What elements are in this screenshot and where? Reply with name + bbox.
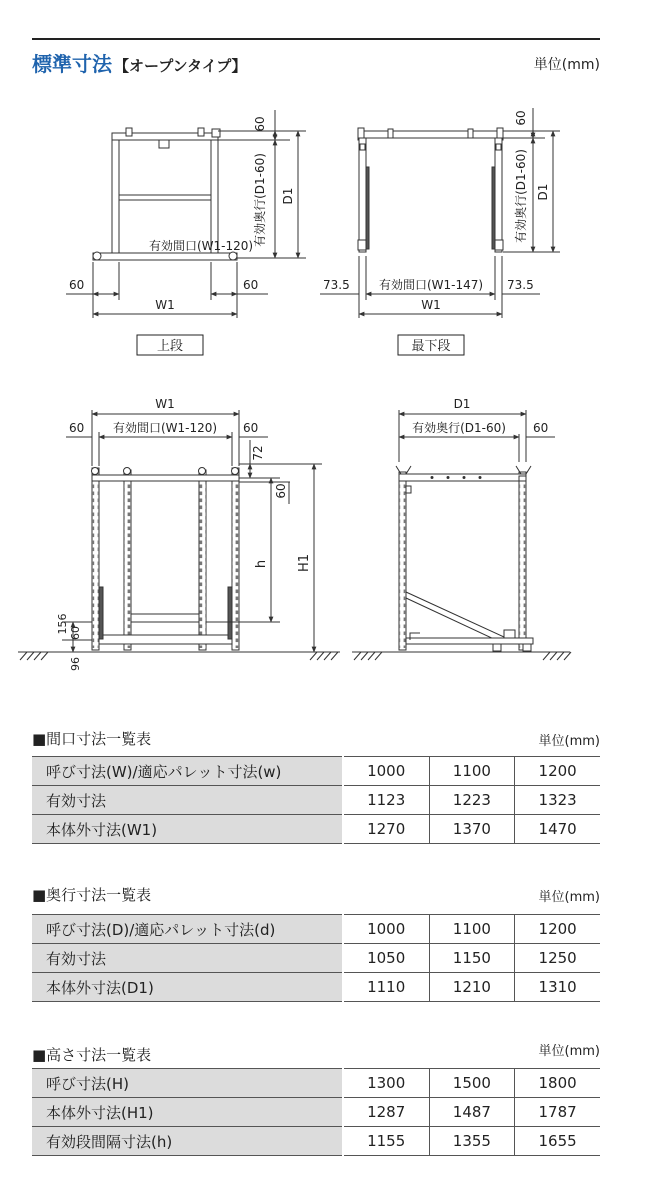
table-row [32, 1098, 600, 1127]
cell-value: 1050 [343, 944, 429, 973]
bottom-dim-60-top: 60 [514, 110, 528, 126]
side-elevation [352, 410, 571, 660]
side-dim-d1: D1 [453, 397, 471, 411]
width-table-title: ■間口寸法一覧表 [32, 730, 152, 748]
page-title: 標準寸法 【オープンタイプ】 [32, 52, 247, 76]
front-dim-96: 96 [69, 657, 82, 671]
bottom-dim-eff-width: 有効間口(W1-147) [378, 278, 484, 292]
front-dim-h: h [254, 559, 269, 569]
cell-value: 1310 [515, 973, 600, 1002]
table-row [32, 757, 600, 786]
table-row [32, 973, 600, 1002]
height-table-title: ■高さ寸法一覧表 [32, 1046, 152, 1064]
upper-dim-60-right: 60 [243, 278, 259, 292]
cell-value: 1370 [429, 815, 515, 844]
table-row [32, 1069, 600, 1098]
cell-value: 1287 [343, 1098, 429, 1127]
table-row [32, 915, 600, 944]
table-row [32, 786, 600, 815]
upper-tier-labels [69, 116, 295, 354]
side-dim-60: 60 [533, 421, 549, 435]
bottom-tier-caption: 最下段 [411, 339, 451, 354]
height-table-unit: 単位(mm) [538, 1044, 600, 1059]
upper-tier-plan [66, 110, 306, 355]
depth-table-unit: 単位(mm) [538, 890, 600, 905]
cell-value: 1150 [429, 944, 515, 973]
cell-value: 1250 [515, 944, 600, 973]
cell-value: 1500 [429, 1069, 515, 1098]
table-row [32, 1127, 600, 1156]
cell-value: 1323 [515, 786, 600, 815]
cell-value: 1223 [429, 786, 515, 815]
cell-value: 1655 [515, 1127, 600, 1156]
header-unit: 単位(mm) [533, 57, 600, 73]
cell-value: 1800 [515, 1069, 600, 1098]
cell-value: 1100 [429, 757, 515, 786]
row-label: 呼び寸法(H) [32, 1069, 343, 1098]
front-dim-60-low: 60 [69, 626, 82, 640]
cell-value: 1487 [429, 1098, 515, 1127]
width-table-unit: 単位(mm) [538, 734, 600, 749]
bottom-tier-labels [323, 110, 550, 354]
row-label: 有効段間隔寸法(h) [32, 1127, 343, 1156]
cell-value: 1155 [343, 1127, 429, 1156]
bottom-dim-73-right: 73.5 [507, 278, 534, 292]
upper-dim-eff-width: 有効間口(W1-120) [149, 239, 254, 253]
side-elevation-labels [412, 397, 548, 435]
bottom-dim-w1: W1 [421, 298, 441, 312]
cell-value: 1200 [515, 757, 600, 786]
cell-value: 1787 [515, 1098, 600, 1127]
page-subtitle: 【オープンタイプ】 [114, 57, 247, 75]
upper-dim-eff-depth: 有効奥行(D1-60) [253, 153, 267, 247]
table-row [32, 815, 600, 844]
upper-dim-60-left: 60 [69, 278, 85, 292]
front-dim-72: 72 [251, 445, 265, 461]
bottom-dim-d1: D1 [536, 183, 550, 201]
cell-value: 1000 [343, 915, 429, 944]
cell-value: 1355 [429, 1127, 515, 1156]
row-label: 呼び寸法(W)/適応パレット寸法(w) [32, 757, 343, 786]
cell-value: 1123 [343, 786, 429, 815]
cell-value: 1200 [515, 915, 600, 944]
cell-value: 1470 [515, 815, 600, 844]
cell-value: 1300 [343, 1069, 429, 1098]
row-label: 本体外寸法(W1) [32, 815, 343, 844]
cell-value: 1210 [429, 973, 515, 1002]
bottom-dim-73-left: 73.5 [323, 278, 350, 292]
cell-value: 1000 [343, 757, 429, 786]
row-label: 本体外寸法(D1) [32, 973, 343, 1002]
front-dim-h1: H1 [297, 553, 312, 573]
row-label: 有効寸法 [32, 786, 343, 815]
front-dim-eff-width: 有効間口(W1-120) [112, 421, 218, 435]
cell-value: 1100 [429, 915, 515, 944]
upper-tier-caption: 上段 [156, 339, 184, 354]
upper-dim-60-top: 60 [253, 116, 267, 132]
row-label: 有効寸法 [32, 944, 343, 973]
front-dim-w1: W1 [155, 397, 175, 411]
depth-table-title: ■奥行寸法一覧表 [32, 886, 152, 904]
cell-value: 1270 [343, 815, 429, 844]
bottom-dim-eff-depth: 有効奥行(D1-60) [514, 149, 528, 243]
front-dim-156: 156 [56, 613, 69, 635]
depth-dimension-table [32, 914, 600, 1002]
row-label: 本体外寸法(H1) [32, 1098, 343, 1127]
cell-value: 1110 [343, 973, 429, 1002]
side-dim-eff-depth: 有効奥行(D1-60) [412, 421, 506, 435]
upper-dim-w1: W1 [155, 298, 175, 312]
row-label: 呼び寸法(D)/適応パレット寸法(d) [32, 915, 343, 944]
upper-dim-d1: D1 [281, 187, 295, 205]
front-dim-60-right: 60 [243, 421, 259, 435]
front-dim-60-left: 60 [69, 421, 85, 435]
front-dim-60-v: 60 [274, 483, 288, 499]
width-dimension-table [32, 756, 600, 844]
height-dimension-table [32, 1068, 600, 1156]
table-row [32, 944, 600, 973]
